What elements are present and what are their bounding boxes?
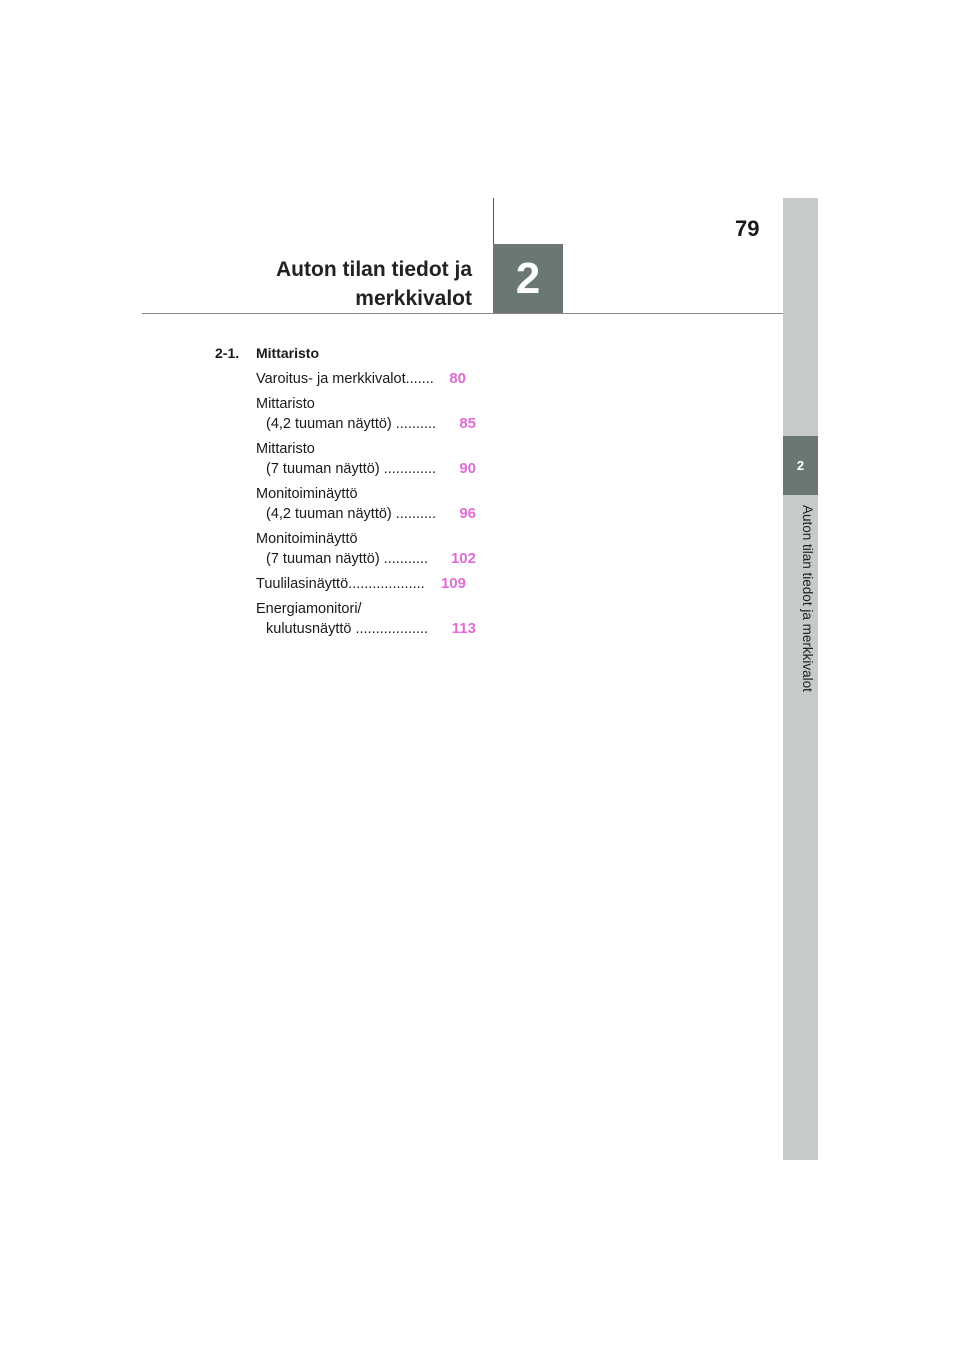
toc-entry-subtext: kulutusnäyttö ..................	[266, 621, 428, 637]
sidebar-chapter-tab[interactable]	[783, 436, 818, 495]
chapter-title-line1: Auton tilan tiedot ja	[276, 258, 472, 281]
toc-page-link[interactable]: 85	[459, 415, 476, 432]
sidebar-tab-number: 2	[796, 458, 805, 473]
toc-entry[interactable]	[256, 439, 475, 479]
section-heading	[215, 345, 475, 361]
toc-entry-subtext: (4,2 tuuman näyttö) ..........	[266, 506, 437, 522]
toc-entry-text: Tuulilasinäyttö...................	[256, 576, 425, 592]
chapter-title	[276, 255, 472, 313]
chapter-number-box	[493, 244, 563, 314]
toc-page-link[interactable]: 96	[459, 505, 476, 522]
toc-page-link[interactable]: 113	[451, 620, 476, 637]
toc-entry-text: Mittaristo	[256, 396, 315, 412]
section-title: Mittaristo	[256, 345, 319, 361]
toc-page-link[interactable]: 109	[440, 575, 466, 592]
toc-entry[interactable]	[256, 599, 475, 639]
page-number: 79	[735, 216, 760, 241]
toc-page-link[interactable]: 80	[449, 370, 466, 387]
toc-entry[interactable]	[256, 484, 475, 524]
toc-entry-text: Varoitus- ja merkkivalot.......	[256, 371, 434, 387]
toc-entry[interactable]	[256, 529, 475, 569]
toc-entry[interactable]	[256, 369, 475, 389]
toc-entry-subtext: (7 tuuman näyttö) .............	[266, 461, 437, 477]
toc-entry[interactable]	[256, 394, 475, 434]
toc-entry-text: Mittaristo	[256, 441, 315, 457]
toc-entry-text: Energiamonitori/	[256, 601, 362, 617]
toc-entry-subtext: (7 tuuman näyttö) ...........	[266, 551, 428, 567]
toc-entry[interactable]	[256, 574, 475, 594]
toc-page-link[interactable]: 102	[450, 550, 476, 567]
toc-entry-text: Monitoiminäyttö	[256, 486, 358, 502]
chapter-number: 2	[515, 254, 541, 303]
toc-entry-subtext: (4,2 tuuman näyttö) ..........	[266, 416, 437, 432]
chapter-title-line2: merkkivalot	[355, 287, 472, 310]
header-divider-horizontal	[142, 313, 783, 314]
table-of-contents	[215, 345, 475, 644]
sidebar-chapter-label: Auton tilan tiedot ja merkkivalot	[800, 505, 815, 692]
section-number: 2-1.	[215, 345, 240, 361]
toc-page-link[interactable]: 90	[459, 460, 476, 477]
toc-entry-text: Monitoiminäyttö	[256, 531, 358, 547]
